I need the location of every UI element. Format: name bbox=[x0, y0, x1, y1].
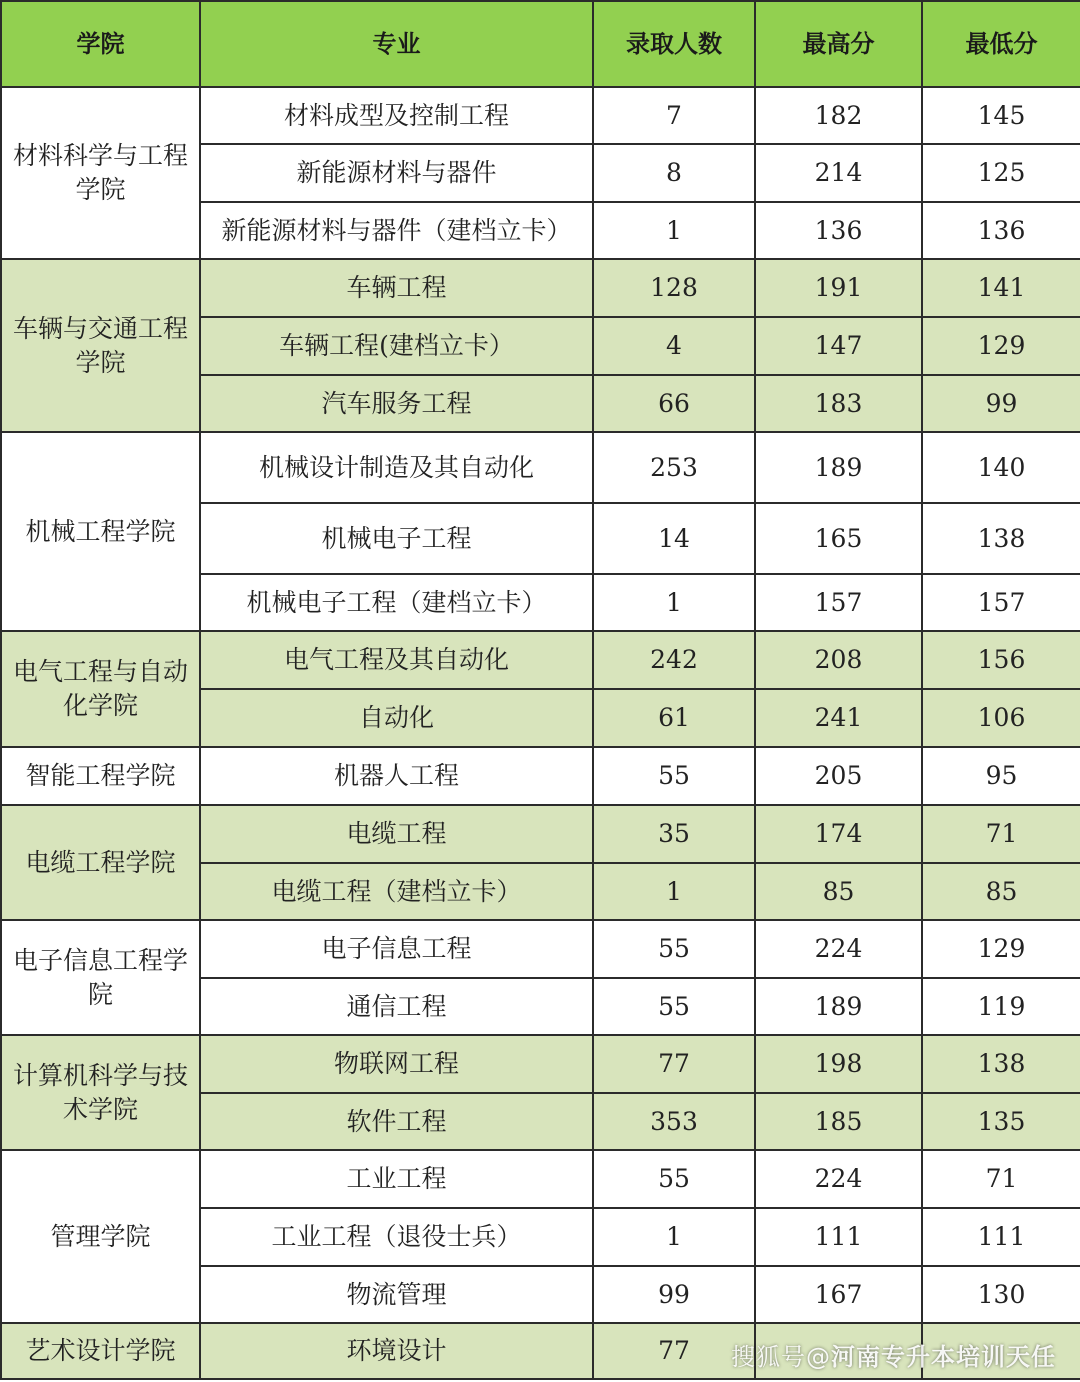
major-cell: 机械电子工程 bbox=[200, 503, 593, 574]
major-cell: 环境设计 bbox=[200, 1323, 593, 1379]
admitted-count-cell: 35 bbox=[593, 805, 755, 863]
major-cell: 新能源材料与器件 bbox=[200, 144, 593, 202]
lowest-score-cell: 135 bbox=[922, 1093, 1080, 1150]
table-header-row bbox=[1, 1, 1080, 87]
admitted-count-cell: 1 bbox=[593, 574, 755, 631]
major-cell: 物联网工程 bbox=[200, 1035, 593, 1093]
highest-score-cell: 136 bbox=[755, 202, 922, 259]
lowest-score-cell: 125 bbox=[922, 144, 1080, 202]
major-cell: 软件工程 bbox=[200, 1093, 593, 1150]
admitted-count-cell: 8 bbox=[593, 144, 755, 202]
admitted-count-cell: 242 bbox=[593, 631, 755, 689]
major-cell bbox=[200, 202, 593, 259]
major-cell: 车辆工程 bbox=[200, 259, 593, 317]
major-cell: 通信工程 bbox=[200, 978, 593, 1035]
highest-score-cell: 189 bbox=[755, 432, 922, 503]
college-cell: 电气工程与自动化学院 bbox=[1, 631, 200, 747]
major-text: 新能源材料与器件（建档立卡） bbox=[221, 215, 572, 245]
lowest-score-cell: 138 bbox=[922, 1035, 1080, 1093]
admitted-count-cell: 1 bbox=[593, 202, 755, 259]
major-cell: 电子信息工程 bbox=[200, 920, 593, 978]
admitted-count-cell: 61 bbox=[593, 689, 755, 747]
highest-score-cell: 111 bbox=[755, 1208, 922, 1266]
admitted-count-cell: 55 bbox=[593, 747, 755, 805]
major-cell: 工业工程（退役士兵） bbox=[200, 1208, 593, 1266]
lowest-score-cell: 99 bbox=[922, 375, 1080, 432]
table-row bbox=[1, 87, 1080, 144]
admitted-count-cell: 55 bbox=[593, 978, 755, 1035]
highest-score-cell: 167 bbox=[755, 1266, 922, 1323]
admitted-count-cell: 4 bbox=[593, 317, 755, 375]
lowest-score-cell: 85 bbox=[922, 863, 1080, 920]
table-row bbox=[1, 432, 1080, 503]
college-cell: 计算机科学与技术学院 bbox=[1, 1035, 200, 1150]
college-cell: 车辆与交通工程学院 bbox=[1, 259, 200, 432]
highest-score-cell: 174 bbox=[755, 805, 922, 863]
highest-score-cell: 241 bbox=[755, 689, 922, 747]
header-major: 专业 bbox=[200, 1, 593, 87]
header-lowest-score: 最低分 bbox=[922, 1, 1080, 87]
highest-score-cell: 198 bbox=[755, 1035, 922, 1093]
major-cell: 物流管理 bbox=[200, 1266, 593, 1323]
major-cell: 车辆工程(建档立卡） bbox=[200, 317, 593, 375]
major-cell: 汽车服务工程 bbox=[200, 375, 593, 432]
watermark-name: 河南专升本培训天任 bbox=[831, 1343, 1056, 1371]
admitted-count-cell: 353 bbox=[593, 1093, 755, 1150]
highest-score-cell: 214 bbox=[755, 144, 922, 202]
table-row bbox=[1, 1150, 1080, 1208]
highest-score-cell: 185 bbox=[755, 1093, 922, 1150]
highest-score-cell: 85 bbox=[755, 863, 922, 920]
college-cell: 艺术设计学院 bbox=[1, 1323, 200, 1379]
college-cell: 材料科学与工程学院 bbox=[1, 87, 200, 259]
table-row bbox=[1, 805, 1080, 863]
college-cell: 电缆工程学院 bbox=[1, 805, 200, 920]
lowest-score-cell: 111 bbox=[922, 1208, 1080, 1266]
lowest-score-cell: 136 bbox=[922, 202, 1080, 259]
admitted-count-cell: 66 bbox=[593, 375, 755, 432]
table-row bbox=[1, 259, 1080, 317]
major-cell: 机械电子工程（建档立卡） bbox=[200, 574, 593, 631]
lowest-score-cell: 156 bbox=[922, 631, 1080, 689]
highest-score-cell: 183 bbox=[755, 375, 922, 432]
header-college: 学院 bbox=[1, 1, 200, 87]
table-row bbox=[1, 1035, 1080, 1093]
college-cell: 管理学院 bbox=[1, 1150, 200, 1323]
lowest-score-cell: 145 bbox=[922, 87, 1080, 144]
admitted-count-cell: 7 bbox=[593, 87, 755, 144]
major-cell: 机械设计制造及其自动化 bbox=[200, 432, 593, 503]
highest-score-cell: 165 bbox=[755, 503, 922, 574]
lowest-score-cell: 129 bbox=[922, 920, 1080, 978]
major-cell: 材料成型及控制工程 bbox=[200, 87, 593, 144]
table-body bbox=[1, 87, 1080, 1379]
highest-score-cell: 205 bbox=[755, 747, 922, 805]
lowest-score-cell: 157 bbox=[922, 574, 1080, 631]
header-admitted-count: 录取人数 bbox=[593, 1, 755, 87]
table-row bbox=[1, 920, 1080, 978]
highest-score-cell: 208 bbox=[755, 631, 922, 689]
college-cell: 智能工程学院 bbox=[1, 747, 200, 805]
admitted-count-cell: 99 bbox=[593, 1266, 755, 1323]
highest-score-cell: 189 bbox=[755, 978, 922, 1035]
table-row bbox=[1, 631, 1080, 689]
admitted-count-cell: 1 bbox=[593, 863, 755, 920]
major-cell: 自动化 bbox=[200, 689, 593, 747]
major-cell: 电气工程及其自动化 bbox=[200, 631, 593, 689]
admitted-count-cell: 1 bbox=[593, 1208, 755, 1266]
lowest-score-cell: 106 bbox=[922, 689, 1080, 747]
header-highest-score: 最高分 bbox=[755, 1, 922, 87]
lowest-score-cell: 119 bbox=[922, 978, 1080, 1035]
table-row bbox=[1, 747, 1080, 805]
highest-score-cell: 147 bbox=[755, 317, 922, 375]
major-cell: 电缆工程 bbox=[200, 805, 593, 863]
major-cell: 工业工程 bbox=[200, 1150, 593, 1208]
lowest-score-cell: 71 bbox=[922, 1150, 1080, 1208]
highest-score-cell: 224 bbox=[755, 1150, 922, 1208]
admitted-count-cell: 128 bbox=[593, 259, 755, 317]
watermark-prefix: 搜狐号@ bbox=[731, 1343, 831, 1371]
admitted-count-cell: 253 bbox=[593, 432, 755, 503]
lowest-score-cell: 130 bbox=[922, 1266, 1080, 1323]
lowest-score-cell: 141 bbox=[922, 259, 1080, 317]
admitted-count-cell: 77 bbox=[593, 1323, 755, 1379]
admitted-count-cell: 77 bbox=[593, 1035, 755, 1093]
highest-score-cell: 157 bbox=[755, 574, 922, 631]
lowest-score-cell: 140 bbox=[922, 432, 1080, 503]
lowest-score-cell: 71 bbox=[922, 805, 1080, 863]
watermark bbox=[731, 1337, 1056, 1372]
lowest-score-cell: 138 bbox=[922, 503, 1080, 574]
admitted-count-cell: 55 bbox=[593, 1150, 755, 1208]
college-cell: 机械工程学院 bbox=[1, 432, 200, 631]
admitted-count-cell: 55 bbox=[593, 920, 755, 978]
lowest-score-cell: 95 bbox=[922, 747, 1080, 805]
highest-score-cell: 191 bbox=[755, 259, 922, 317]
college-cell: 电子信息工程学院 bbox=[1, 920, 200, 1035]
highest-score-cell: 182 bbox=[755, 87, 922, 144]
admitted-count-cell: 14 bbox=[593, 503, 755, 574]
highest-score-cell: 224 bbox=[755, 920, 922, 978]
lowest-score-cell: 129 bbox=[922, 317, 1080, 375]
major-cell: 电缆工程（建档立卡） bbox=[200, 863, 593, 920]
major-cell: 机器人工程 bbox=[200, 747, 593, 805]
